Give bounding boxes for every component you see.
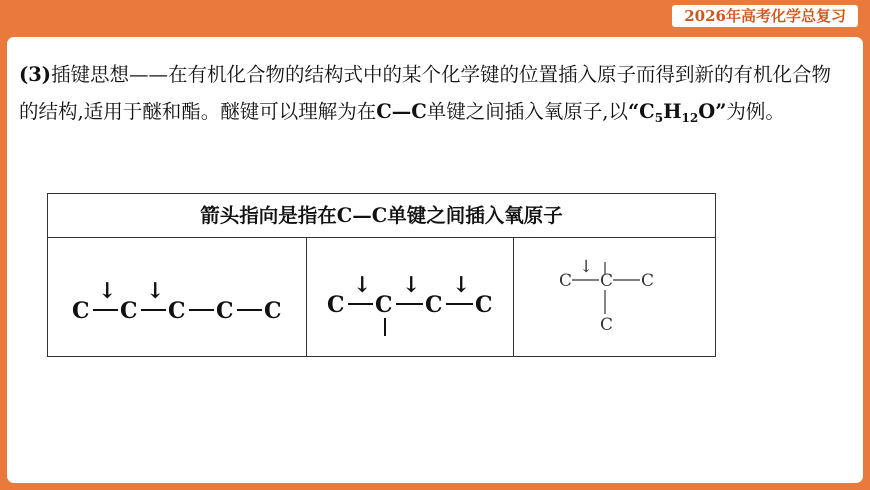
atom-c: C (120, 298, 138, 324)
atom-c: C (559, 271, 573, 291)
atom-c: C (475, 292, 493, 318)
chain-structure-3 (515, 238, 715, 356)
paragraph-text-1: 插键思想——在有机化合物的结构式中的某个化学键的位置插入原子而得到新的有机化合物的结构,适用于醚和酯。醚键可以理解为在 (19, 63, 832, 123)
paragraph-text-2: 单键之间插入氧原子,以 (426, 100, 628, 123)
atom-c: C (600, 315, 614, 335)
bond-text: C—C (376, 100, 427, 123)
atom-c: C (168, 298, 186, 324)
structure-cell-3 (515, 238, 715, 356)
insertion-table (47, 193, 716, 357)
atom-c: C (641, 271, 655, 291)
course-badge: 2026年高考化学总复习 (672, 5, 858, 27)
structure-cell-2 (307, 238, 514, 356)
insertion-arrow: ↓ (353, 272, 372, 298)
insertion-arrow: ↓ (98, 278, 117, 304)
atom-c: C (72, 298, 90, 324)
explanation-paragraph (19, 56, 849, 130)
chain-structure-2 (307, 238, 513, 356)
insertion-arrow: ↓ (402, 272, 421, 298)
section-label: (3) (19, 63, 52, 86)
atom-c: C (375, 292, 393, 318)
atom-c: C (264, 298, 282, 324)
insertion-arrow: ↓ (579, 257, 594, 277)
insertion-arrow: ↓ (146, 278, 165, 304)
atom-c: C (216, 298, 234, 324)
paragraph-text-3: 为例。 (726, 100, 785, 123)
atom-c: C (425, 292, 443, 318)
molecular-formula: “$C_5H_{12}O$” (627, 100, 727, 125)
insertion-arrow: ↓ (452, 272, 471, 298)
chain-structure-1 (48, 238, 306, 356)
atom-c: C (600, 271, 614, 291)
table-header: 箭头指向是指在C—C单键之间插入氧原子 (48, 194, 715, 238)
structure-cell-1 (48, 238, 307, 356)
atom-c: C (327, 292, 345, 318)
